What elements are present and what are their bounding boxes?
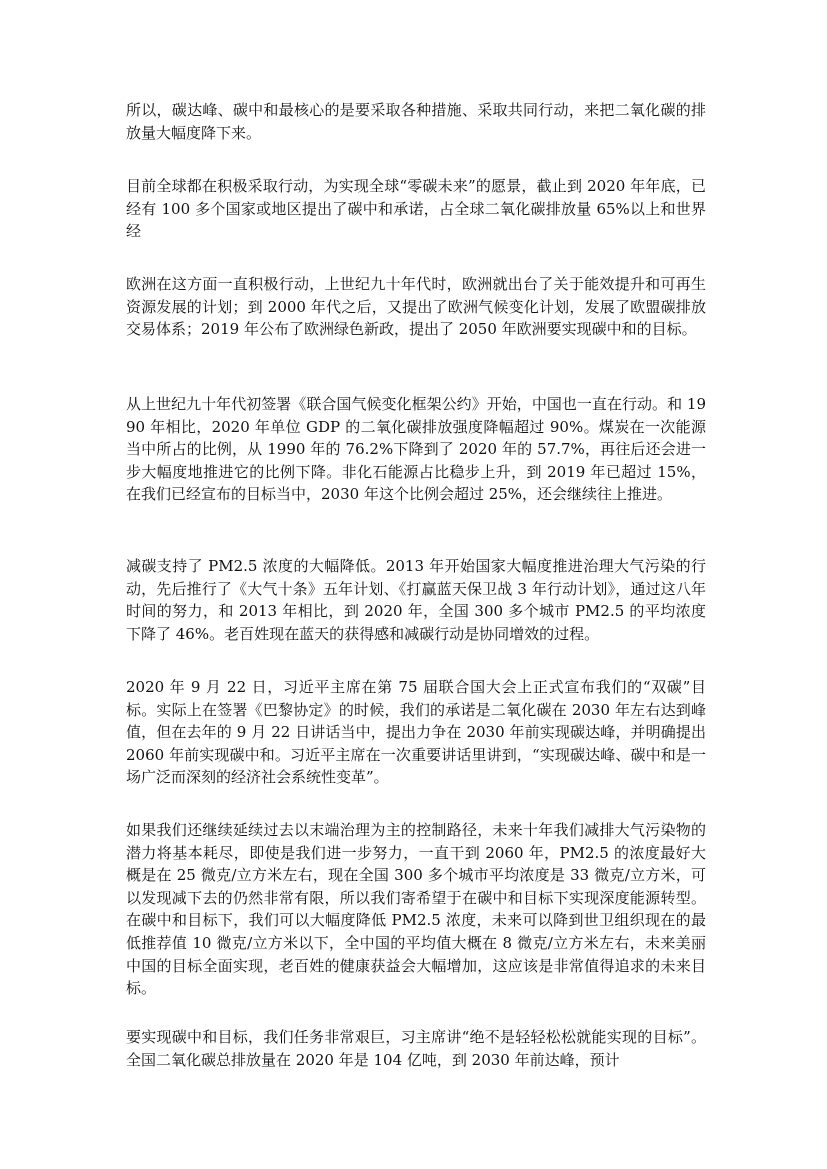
paragraph-europe-action: 欧洲在这方面一直积极行动，上世纪九十年代时，欧洲就出台了关于能效提升和可再生资源发展的计划；到 2000 年代之后，又提出了欧洲气候变化计划，发展了欧盟碳排放交易体系；2019 年公布了欧洲绿色新政，提出了 2050 年欧洲要实现碳中和的目标。 — [126, 275, 706, 339]
paragraph-energy-transition: 如果我们还继续延续过去以末端治理为主的控制路径，未来十年我们减排大气污染物的潜力将基本耗尽，即使是我们进一步努力，一直干到 2060 年，PM2.5 的浓度最好大概是在 25 微克/立方米左右，现在全国 300 多个城市平均浓度是 33 微克/立方米，可以发现减下去的仍然非常有限，所以我们寄希望于在碳中和目标下实现深度能源转型。在碳中和目标下，我们可以大幅度降低 PM2.5 浓度，未来可以降到世卫组织现在的最低推荐值 10 微克/立方米以下，全中国的平均值大概在 8 微克/立方米左右，未来美丽中国的目标全面实现，老百姓的健康获益会大幅增加，这应该是非常值得追求的未来目标。 — [126, 821, 706, 998]
paragraph-pm25-reduction: 减碳支持了 PM2.5 浓度的大幅降低。2013 年开始国家大幅度推进治理大气污染的行动，先后推行了《大气十条》五年计划、《打赢蓝天保卫战 3 年行动计划》，通过这八年时间的努力，和 2013 年相比，到 2020 年，全国 300 多个城市 PM2.5 的平均浓度下降了 46%。老百姓现在蓝天的获得感和减碳行动是协同增效的过程。 — [126, 557, 706, 643]
paragraph-china-action: 从上世纪九十年代初签署《联合国气候变化框架公约》开始，中国也一直在行动。和 1990 年相比，2020 年单位 GDP 的二氧化碳排放强度降幅超过 90%。煤炭在一次能源当中所占的比例，从 1990 年的 76.2%下降到了 2020 年的 57.7%，再往后还会进一步大幅度地推进它的比例下降。非化石能源占比稳步上升，到 2019 年已超过 15%，在我们已经宣布的目标当中，2030 年这个比例会超过 25%，还会继续往上推进。 — [126, 395, 706, 504]
paragraph-carbon-neutral-task: 要实现碳中和目标，我们任务非常艰巨，习主席讲“绝不是轻轻松松就能实现的目标”。全国二氧化碳总排放量在 2020 年是 104 亿吨，到 2030 年前达峰，预计 — [126, 1028, 706, 1069]
paragraph-global-action: 目前全球都在积极采取行动，为实现全球“零碳未来”的愿景，截止到 2020 年年底，已经有 100 多个国家或地区提出了碳中和承诺，占全球二氧化碳排放量 65%以上和世界经 — [126, 177, 706, 241]
paragraph-dual-carbon-goal: 2020 年 9 月 22 日，习近平主席在第 75 届联合国大会上正式宣布我们的“双碳”目标。实际上在签署《巴黎协定》的时候，我们的承诺是二氧化碳在 2030 年左右达到峰值，但在去年的 9 月 22 日讲话当中，提出力争在 2030 年前实现碳达峰，并明确提出 2060 年前实现碳中和。习近平主席在一次重要讲话里讲到，“实现碳达峰、碳中和是一场广泛而深刻的经济社会系统性变革”。 — [126, 678, 706, 787]
paragraph-carbon-peak-core: 所以，碳达峰、碳中和最核心的是要采取各种措施、采取共同行动，来把二氧化碳的排放量大幅度降下来。 — [126, 101, 706, 142]
